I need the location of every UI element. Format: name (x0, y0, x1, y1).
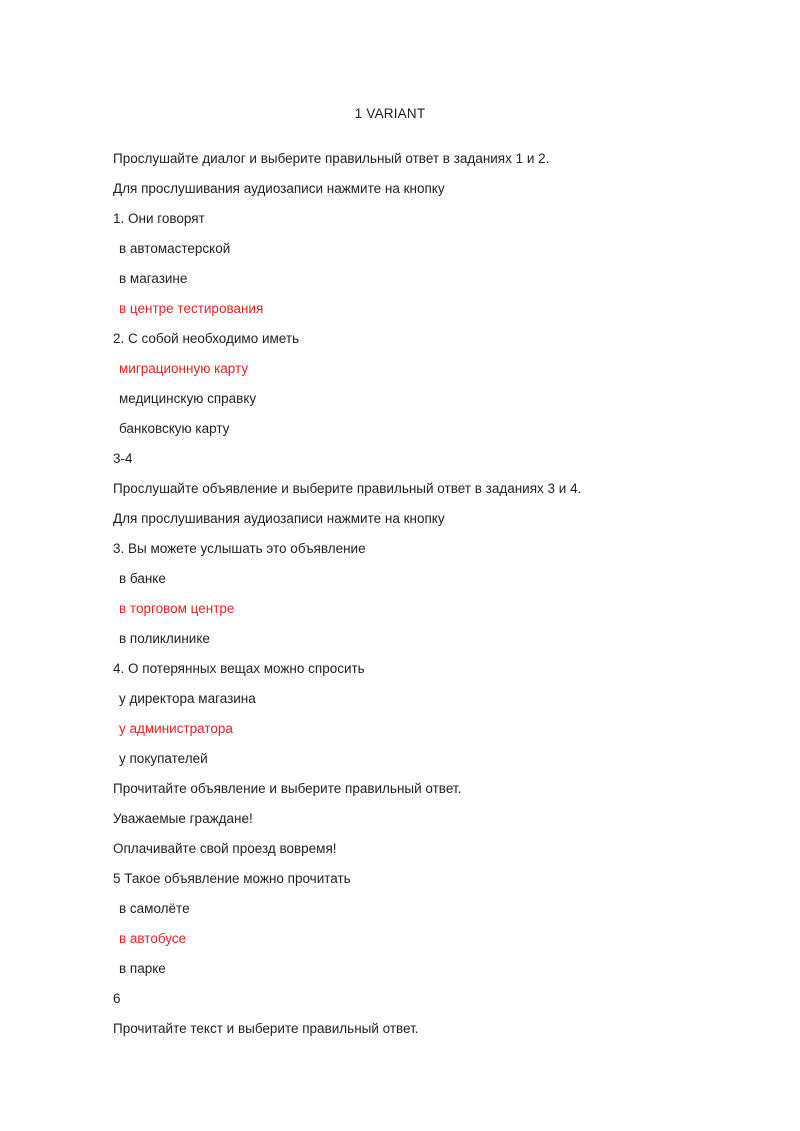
answer-option-selected: у администратора (119, 721, 233, 736)
text-line-question: 2. С собой необходимо иметь (113, 331, 300, 346)
text-line-passage: Уважаемые граждане! (113, 811, 253, 826)
text-line-option: в магазине (119, 271, 188, 286)
text-line-prompt: Прослушайте объявление и выберите правильный ответ в заданиях 3 и 4. (113, 481, 582, 496)
text-line-prompt: Прослушайте диалог и выберите правильный ответ в заданиях 1 и 2. (113, 151, 550, 166)
answer-option-selected: в автобусе (119, 931, 187, 946)
answer-option-selected: в центре тестирования (119, 301, 264, 316)
answer-option-selected: в торговом центре (119, 601, 235, 616)
document-body (113, 144, 773, 1044)
text-line-prompt: Прочитайте объявление и выберите правильный ответ. (113, 781, 462, 796)
text-line-option: банковскую карту (119, 421, 230, 436)
text-line-question: 3. Вы можете услышать это объявление (113, 541, 366, 556)
text-line-option: в банке (119, 571, 166, 586)
text-line-option: в самолёте (119, 901, 190, 916)
page-title: 1 VARIANT (354, 106, 426, 121)
text-line-option: у директора магазина (119, 691, 256, 706)
text-line-prompt: Прочитайте текст и выберите правильный ответ. (113, 1021, 419, 1036)
text-line-prompt: Для прослушивания аудиозаписи нажмите на кнопку (113, 511, 445, 526)
text-line-option: медицинскую справку (119, 391, 257, 406)
answer-option-selected: миграционную карту (119, 361, 249, 376)
text-line-option: у покупателей (119, 751, 208, 766)
text-line-marker: 6 (113, 991, 121, 1006)
text-line-option: в автомастерской (119, 241, 231, 256)
text-line-question: 1. Они говорят (113, 211, 205, 226)
text-line-question: 5 Такое объявление можно прочитать (113, 871, 351, 886)
text-line-option: в парке (119, 961, 166, 976)
text-line-option: в поликлинике (119, 631, 210, 646)
text-line-passage: Оплачивайте свой проезд вовремя! (113, 841, 337, 856)
text-line-question: 4. О потерянных вещах можно спросить (113, 661, 365, 676)
text-line-marker: 3-4 (113, 451, 133, 466)
text-line-prompt: Для прослушивания аудиозаписи нажмите на кнопку (113, 181, 445, 196)
